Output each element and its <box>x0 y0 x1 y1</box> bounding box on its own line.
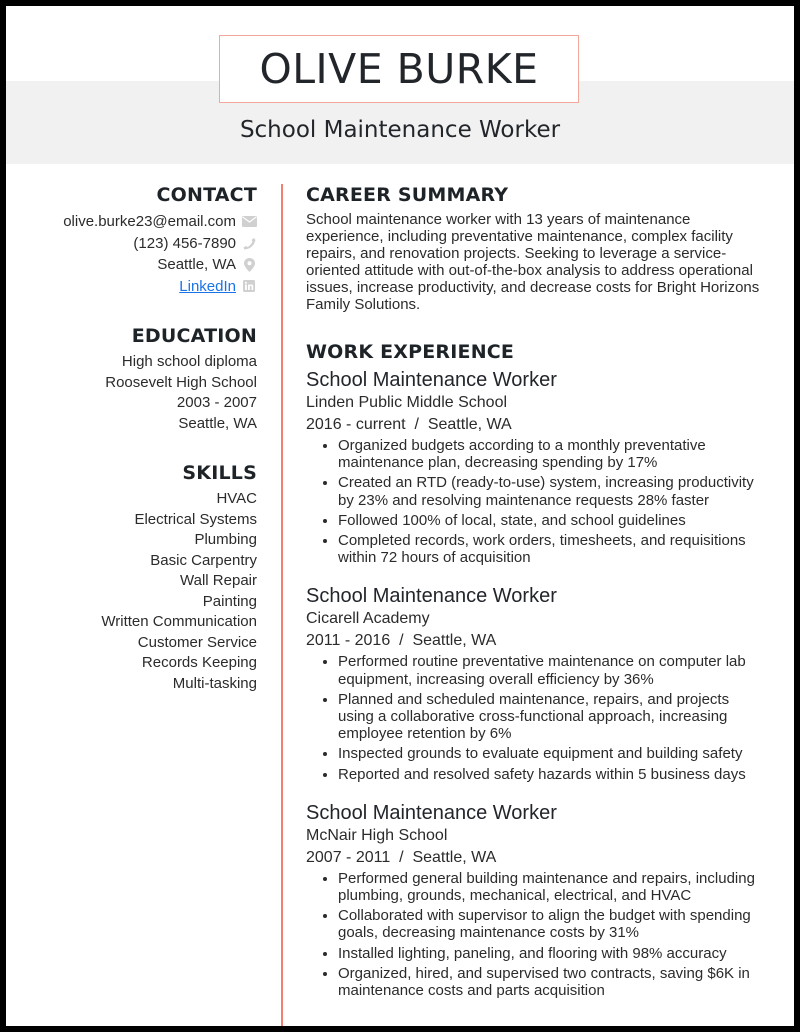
skills-heading: SKILLS <box>182 462 257 484</box>
job-bullet: • Organized, hired, and supervised two contracts, saving $6K in maintenance costs and parts acquisition <box>338 965 766 999</box>
job-bullet: • Inspected grounds to evaluate equipment and building safety <box>338 745 766 762</box>
job-entry <box>306 801 766 999</box>
job-dates-location: 2007 - 2011 / Seattle, WA <box>306 848 497 866</box>
job-bullet: • Followed 100% of local, state, and school guidelines <box>338 512 766 529</box>
skill-item: Painting <box>202 592 257 610</box>
job-bullet: • Installed lighting, paneling, and flooring with 98% accuracy <box>338 945 766 962</box>
job-company: McNair High School <box>306 826 448 844</box>
candidate-title: School Maintenance Worker <box>239 117 561 143</box>
name-box <box>219 35 579 103</box>
candidate-name: OLIVE BURKE <box>259 45 539 93</box>
contact-heading: CONTACT <box>156 184 257 206</box>
right-column <box>306 184 766 1017</box>
experience-section <box>306 341 766 999</box>
skill-item: Plumbing <box>194 531 257 548</box>
job-bullet: • Reported and resolved safety hazards within 5 business days <box>338 766 766 783</box>
contact-section <box>26 184 257 297</box>
contact-email <box>26 211 257 233</box>
job-bullet: • Collaborated with supervisor to align the budget with spending goals, decreasing maintenance costs by 31% <box>338 907 766 941</box>
education-location: Seattle, WA <box>178 414 257 432</box>
job-bullet: • Completed records, work orders, timesheets, and requisitions within 72 hours of acquisition <box>338 532 766 566</box>
job-bullet: • Performed general building maintenance and repairs, including plumbing, grounds, mechanical, electrical, and HVAC <box>338 870 766 904</box>
skill-item: Records Keeping <box>141 654 257 671</box>
linkedin-link[interactable]: LinkedIn <box>179 277 236 295</box>
job-bullet: • Performed routine preventative maintenance on computer lab equipment, increasing overall efficiency by 36% <box>338 653 766 687</box>
education-section <box>26 325 257 434</box>
contact-linkedin <box>26 276 257 298</box>
job-bullet: • Organized budgets according to a monthly preventative maintenance plan, decreasing spending by 17% <box>338 437 766 471</box>
skill-item: Wall Repair <box>180 572 257 589</box>
resume-page <box>6 6 794 1026</box>
location-text: Seattle, WA <box>157 256 236 273</box>
phone-text: (123) 456-7890 <box>133 234 236 252</box>
education-heading: EDUCATION <box>131 325 257 347</box>
summary-text: School maintenance worker with 13 years of maintenance experience, including preventative maintenance, complex facility repairs, and renovation projects. Seeking to leverage a service-oriented attitude with out-of-the-box analysis to address operational issues, increase productivity, and decrease costs for Bright Horizons Family Solutions. <box>306 211 760 313</box>
envelope-icon <box>241 215 257 229</box>
job-dates-location: 2016 - current / Seattle, WA <box>306 416 512 433</box>
skill-item: Written Communication <box>101 613 257 630</box>
summary-heading: CAREER SUMMARY <box>306 184 509 206</box>
skill-item: Multi-tasking <box>172 674 257 692</box>
map-pin-icon <box>241 258 257 272</box>
summary-section <box>306 184 766 313</box>
job-bullet: • Created an RTD (ready-to-use) system, increasing productivity by 23% and resolving maintenance requests 28% faster <box>338 474 766 508</box>
job-entry <box>306 368 766 566</box>
job-bullets <box>306 653 766 782</box>
contact-location <box>26 254 257 276</box>
skill-item: Basic Carpentry <box>150 551 257 569</box>
job-title: School Maintenance Worker <box>306 585 557 608</box>
linkedin-icon <box>241 279 257 293</box>
job-bullet: • Planned and scheduled maintenance, repairs, and projects using a collaborative cross-functional approach, increasing employee retention by 6% <box>338 691 766 743</box>
education-years: 2003 - 2007 <box>176 394 257 411</box>
skill-item: HVAC <box>216 490 257 507</box>
contact-phone <box>26 233 257 255</box>
job-title: School Maintenance Worker <box>306 369 557 391</box>
phone-icon <box>241 236 257 250</box>
job-bullets <box>306 437 766 566</box>
experience-heading: WORK EXPERIENCE <box>306 341 515 363</box>
education-school: Roosevelt High School <box>105 373 257 391</box>
column-divider <box>281 184 283 1026</box>
skill-item: Electrical Systems <box>134 510 257 528</box>
email-text: olive.burke23@email.com <box>63 213 236 230</box>
job-company: Cicarell Academy <box>306 610 430 628</box>
left-column <box>26 184 257 694</box>
job-company: Linden Public Middle School <box>306 394 508 411</box>
education-degree: High school diploma <box>121 353 257 370</box>
job-title: School Maintenance Worker <box>306 801 557 824</box>
job-bullets <box>306 870 766 999</box>
job-dates-location: 2011 - 2016 / Seattle, WA <box>306 632 497 650</box>
job-entry <box>306 584 766 782</box>
skills-section <box>26 462 257 694</box>
skill-item: Customer Service <box>137 633 257 651</box>
